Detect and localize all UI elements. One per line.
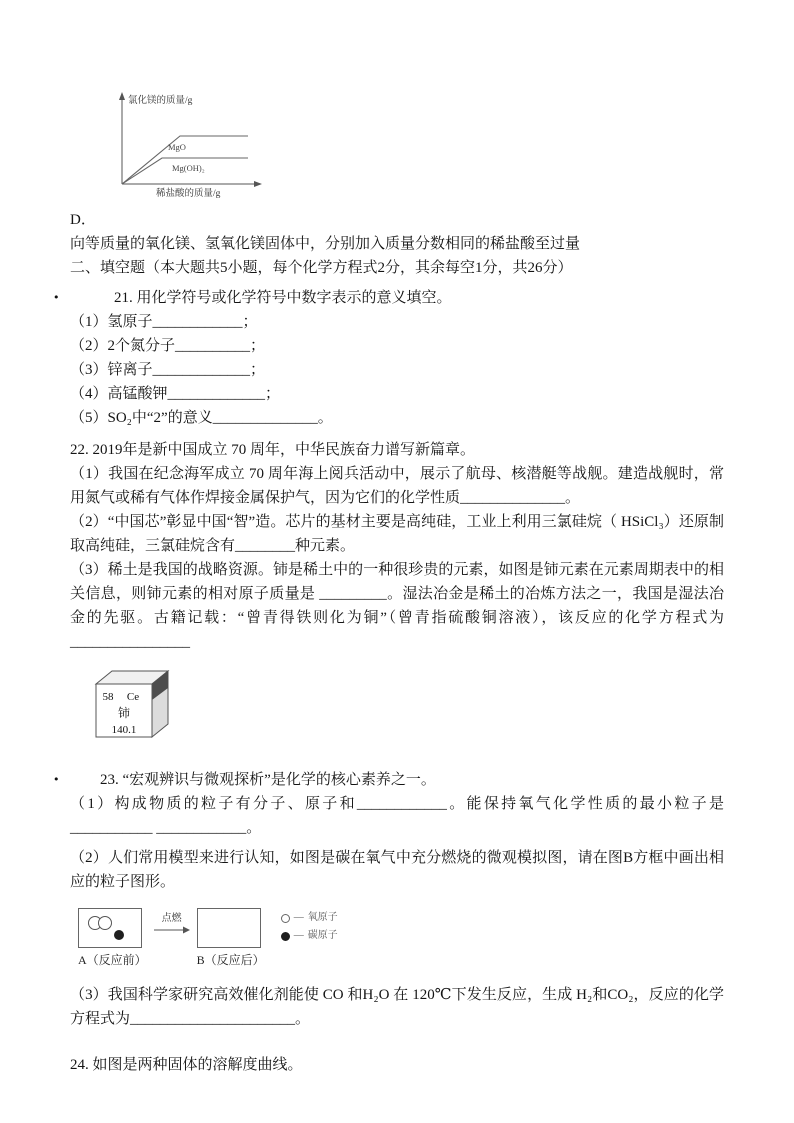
q22-item-2: （2）“中国芯”彰显中国“智”造。芯片的基材主要是高纯硅，工业上利用三氯硅烷（ HSiCl₃）还原制取高纯硅，三氯硅烷含有________种元素。 (70, 514, 724, 554)
legend-dash: — (293, 912, 304, 923)
before-cell (78, 908, 147, 969)
ignite-arrow (154, 912, 190, 935)
q24-title: 24. 如图是两种固体的溶解度曲线。 (70, 1057, 303, 1073)
q21-item-2: （2）2个氮分子__________； (70, 338, 266, 354)
q22-item-1: （1）我国在纪念海军成立 70 周年海上阅兵活动中，展示了航母、核潜艇等战舰。建造战舰时，常用氮气或稀有气体作焊接金属保护气，因为它们的化学性质______________。 (70, 466, 724, 506)
products-box[interactable] (197, 908, 261, 948)
reaction-model-diagram (78, 908, 724, 969)
legend-carbon-label: 碳原子 (307, 930, 338, 941)
filled-circle-icon (281, 932, 290, 941)
after-cell (197, 908, 265, 969)
open-circle-icon (281, 914, 290, 923)
q21-item-1: （1）氢原子____________； (70, 314, 258, 330)
cerium-periodic-cell (84, 664, 724, 752)
particle-legend (281, 909, 338, 945)
reactant-particles (79, 909, 141, 947)
q23-item-1: （1）构成物质的粒子有分子、原子和____________。能保持氧气化学性质的最小粒子是___________ ____________。 (70, 796, 724, 836)
q21-title-text: 21. 用化学符号或化学符号中数字表示的意义填空。 (114, 290, 452, 306)
option-d-label: D． (70, 212, 96, 228)
x-axis-label: 稀盐酸的质量/g (156, 189, 221, 198)
q23-item-3: （3）我国科学家研究高效催化剂能使 CO 和H₂O 在 120℃下发生反应，生成 H₂和CO₂，反应的化学方程式为______________________。 (70, 987, 724, 1027)
y-axis-label: 氯化镁的质量/g (128, 96, 193, 106)
q23-title (53, 768, 724, 792)
list-bullet-icon: • (53, 773, 60, 786)
x-axis-arrow-icon (254, 181, 262, 187)
carbon-atom-icon (114, 930, 124, 940)
atomic-number: 58 (102, 691, 114, 703)
option-d-text: 向等质量的氧化镁、氢氧化镁固体中，分别加入质量分数相同的稀盐酸至过量 (70, 236, 581, 252)
q22-title: 22. 2019年是新中国成立 70 周年，中华民族奋力谱写新篇章。 (70, 442, 476, 458)
q21-title (53, 286, 724, 310)
legend-dash: — (293, 930, 304, 941)
box-b-label: B（反应后） (196, 953, 265, 967)
q21-item-3: （3）锌离子_____________； (70, 362, 266, 378)
legend-oxygen-label: 氧原子 (307, 912, 338, 923)
q21-item-5: （5）SO₂中“2”的意义______________。 (70, 410, 333, 426)
mgcl2-hcl-chart (94, 88, 724, 206)
oxygen-atom-icon (99, 917, 112, 930)
arrow-icon (154, 925, 190, 935)
q22-item-3: （3）稀土是我国的战略资源。铈是稀土中的一种很珍贵的元素，如图是铈元素在元素周期表中的相关信息，则铈元素的相对原子质量是 _________。湿法冶金是稀土的冶炼方法之一，我国是湿法冶金的先驱。古籍记载：“曾青得铁则化为铜”（曾青指硫酸铜溶液），该反应的化学方程式为________________ (70, 562, 724, 650)
box-a-label: A（反应前） (78, 953, 147, 967)
element-symbol: Ce (126, 691, 140, 703)
q23-title-text: 23. “宏观辨识与微观探析”是化学的核心素养之一。 (100, 772, 436, 788)
atomic-mass: 140.1 (111, 724, 137, 736)
reactants-box (78, 908, 142, 948)
section-2-header: 二、填空题（本大题共5小题，每个化学方程式2分，其余每空1分，共26分） (70, 260, 573, 276)
cube-canvas (84, 664, 184, 744)
legend-carbon-row (281, 927, 338, 945)
list-bullet-icon: • (53, 291, 60, 304)
element-name: 铈 (117, 706, 131, 720)
q21-item-4: （4）高锰酸钾_____________； (70, 386, 281, 402)
ignite-label: 点燃 (161, 913, 182, 924)
mgoh2-series-label: Mg(OH)₂ (172, 163, 205, 173)
mgo-series-label: MgO (168, 142, 186, 152)
q23-item-2: （2）人们常用模型来进行认知，如图是碳在氧气中充分燃烧的微观模拟图，请在图B方框中画出相应的粒子图形。 (70, 850, 724, 890)
y-axis-arrow-icon (119, 92, 125, 100)
chart-canvas (94, 88, 294, 198)
